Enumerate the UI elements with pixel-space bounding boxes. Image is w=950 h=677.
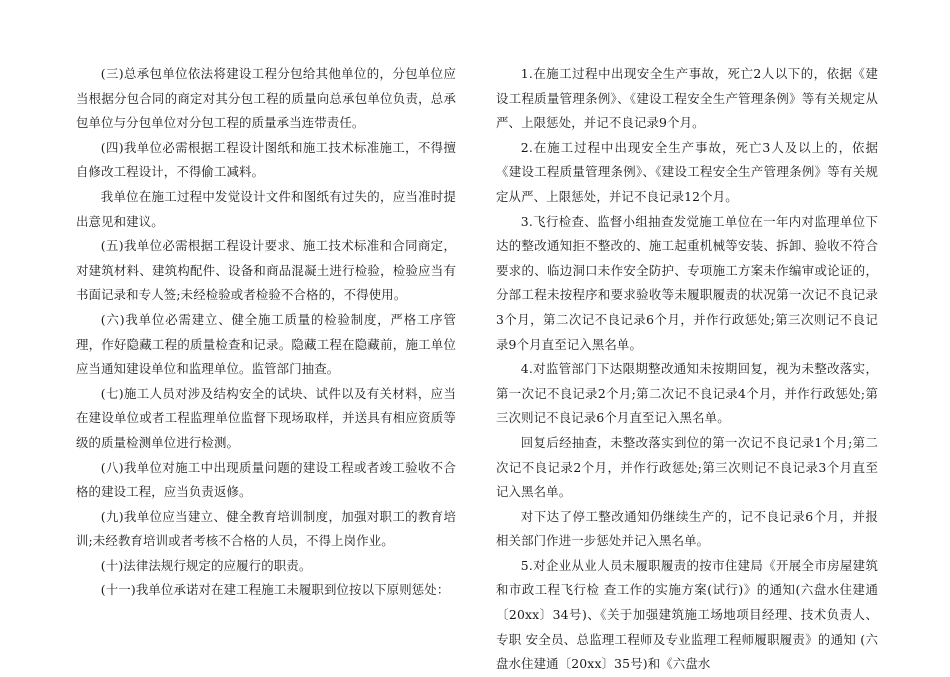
paragraph: (六)我单位必需建立、健全施工质量的检验制度，严格工序管理，作好隐藏工程的质量检查和记录。隐藏工程在隐藏前，施工单位应当通知建设单位和监理单位。监管部门抽查。 — [76, 311, 456, 377]
paragraph: 2.在施工过程中出现安全生产事故，死亡3人及以上的，依据《建设工程质量管理条例》、《建设工程安全生产管理条例》等有关规定从严、上限惩处，并记不良记录12个月。 — [496, 139, 878, 204]
paragraph: 对下达了停工整改通知仍继续生产的，记不良记录6个月，并报相关部门作进一步惩处并记入黑名单。 — [496, 508, 878, 549]
paragraph: 3.飞行检查、监督小组抽查发觉施工单位在一年内对监理单位下达的整改通知拒不整改的、施工起重机械等安装、拆卸、验收不符合要求的、临边洞口未作安全防护、专项施工方案未作编审或论证的，分部工程未按程序和要求验收等未履职履责的状况第一次记不良记录3个月，第二次记不良记录6个月，并作行政惩处;第三次则记不良记录9个月直至记入黑名单。 — [496, 213, 878, 352]
paragraph: 4.对监管部门下达限期整改通知未按期回复，视为未整改落实，第一次记不良记录2个月;第二次记不良记录4个月，并作行政惩处;第三次则记不良记录6个月直至记入黑名单。 — [496, 361, 878, 426]
paragraph: (八)我单位对施工中出现质量问题的建设工程或者竣工验收不合格的建设工程，应当负责返修。 — [76, 459, 456, 500]
paragraph: 5.对企业从业人员未履职履责的按市住建局《开展全市房屋建筑和市政工程飞行检 查工作的实施方案(试行)》的通知(六盘水住建通〔20xx〕34号)、《关于加强建筑施工场地项目经理、技术负责人、专职 安全员、总监理工程师及专业监理工程师履职履责》的通知 (六盘水住建通〔20xx〕35号)和《六盘水 — [496, 557, 878, 672]
paragraph: (七)施工人员对涉及结构安全的试块、试件以及有关材料，应当在建设单位或者工程监理单位监督下现场取样，并送具有相应资质等级的质量检测单位进行检测。 — [76, 385, 456, 450]
paragraph: 1.在施工过程中出现安全生产事故，死亡2人以下的，依据《建设工程质量管理条例》、《建设工程安全生产管理条例》等有关规定从严、上限惩处，并记不良记录9个月。 — [496, 66, 878, 131]
right-text-column — [496, 62, 878, 677]
paragraph: (九)我单位应当建立、健全教育培训制度，加强对职工的教育培训;未经教育培训或者考核不合格的人员，不得上岗作业。 — [76, 508, 456, 549]
paragraph: (四)我单位必需根据工程设计图纸和施工技术标准施工，不得擅自修改工程设计，不得偷工减料。 — [76, 139, 456, 180]
left-text-column — [76, 62, 456, 603]
paragraph: (十)法律法规行规定的应履行的职责。 — [100, 557, 312, 573]
paragraph: 我单位在施工过程中发觉设计文件和图纸有过失的，应当准时提出意见和建议。 — [76, 188, 456, 229]
paragraph: 回复后经抽查，未整改落实到位的第一次记不良记录1个月;第二次记不良记录2个月，并作行政惩处;第三次则记不良记录3个月直至记入黑名单。 — [496, 434, 878, 500]
paragraph: (三)总承包单位依法将建设工程分包给其他单位的，分包单位应当根据分包合同的商定对其分包工程的质量向总承包单位负责，总承包单位与分包单位对分包工程的质量承当连带责任。 — [76, 66, 456, 131]
paragraph: (五)我单位必需根据工程设计要求、施工技术标准和合同商定，对建筑材料、建筑构配件、设备和商品混凝土进行检验，检验应当有书面记录和专人签;未经检验或者检验不合格的，不得使用。 — [76, 238, 456, 303]
paragraph: (十一)我单位承诺对在建工程施工未履职到位按以下原则惩处： — [100, 582, 450, 598]
